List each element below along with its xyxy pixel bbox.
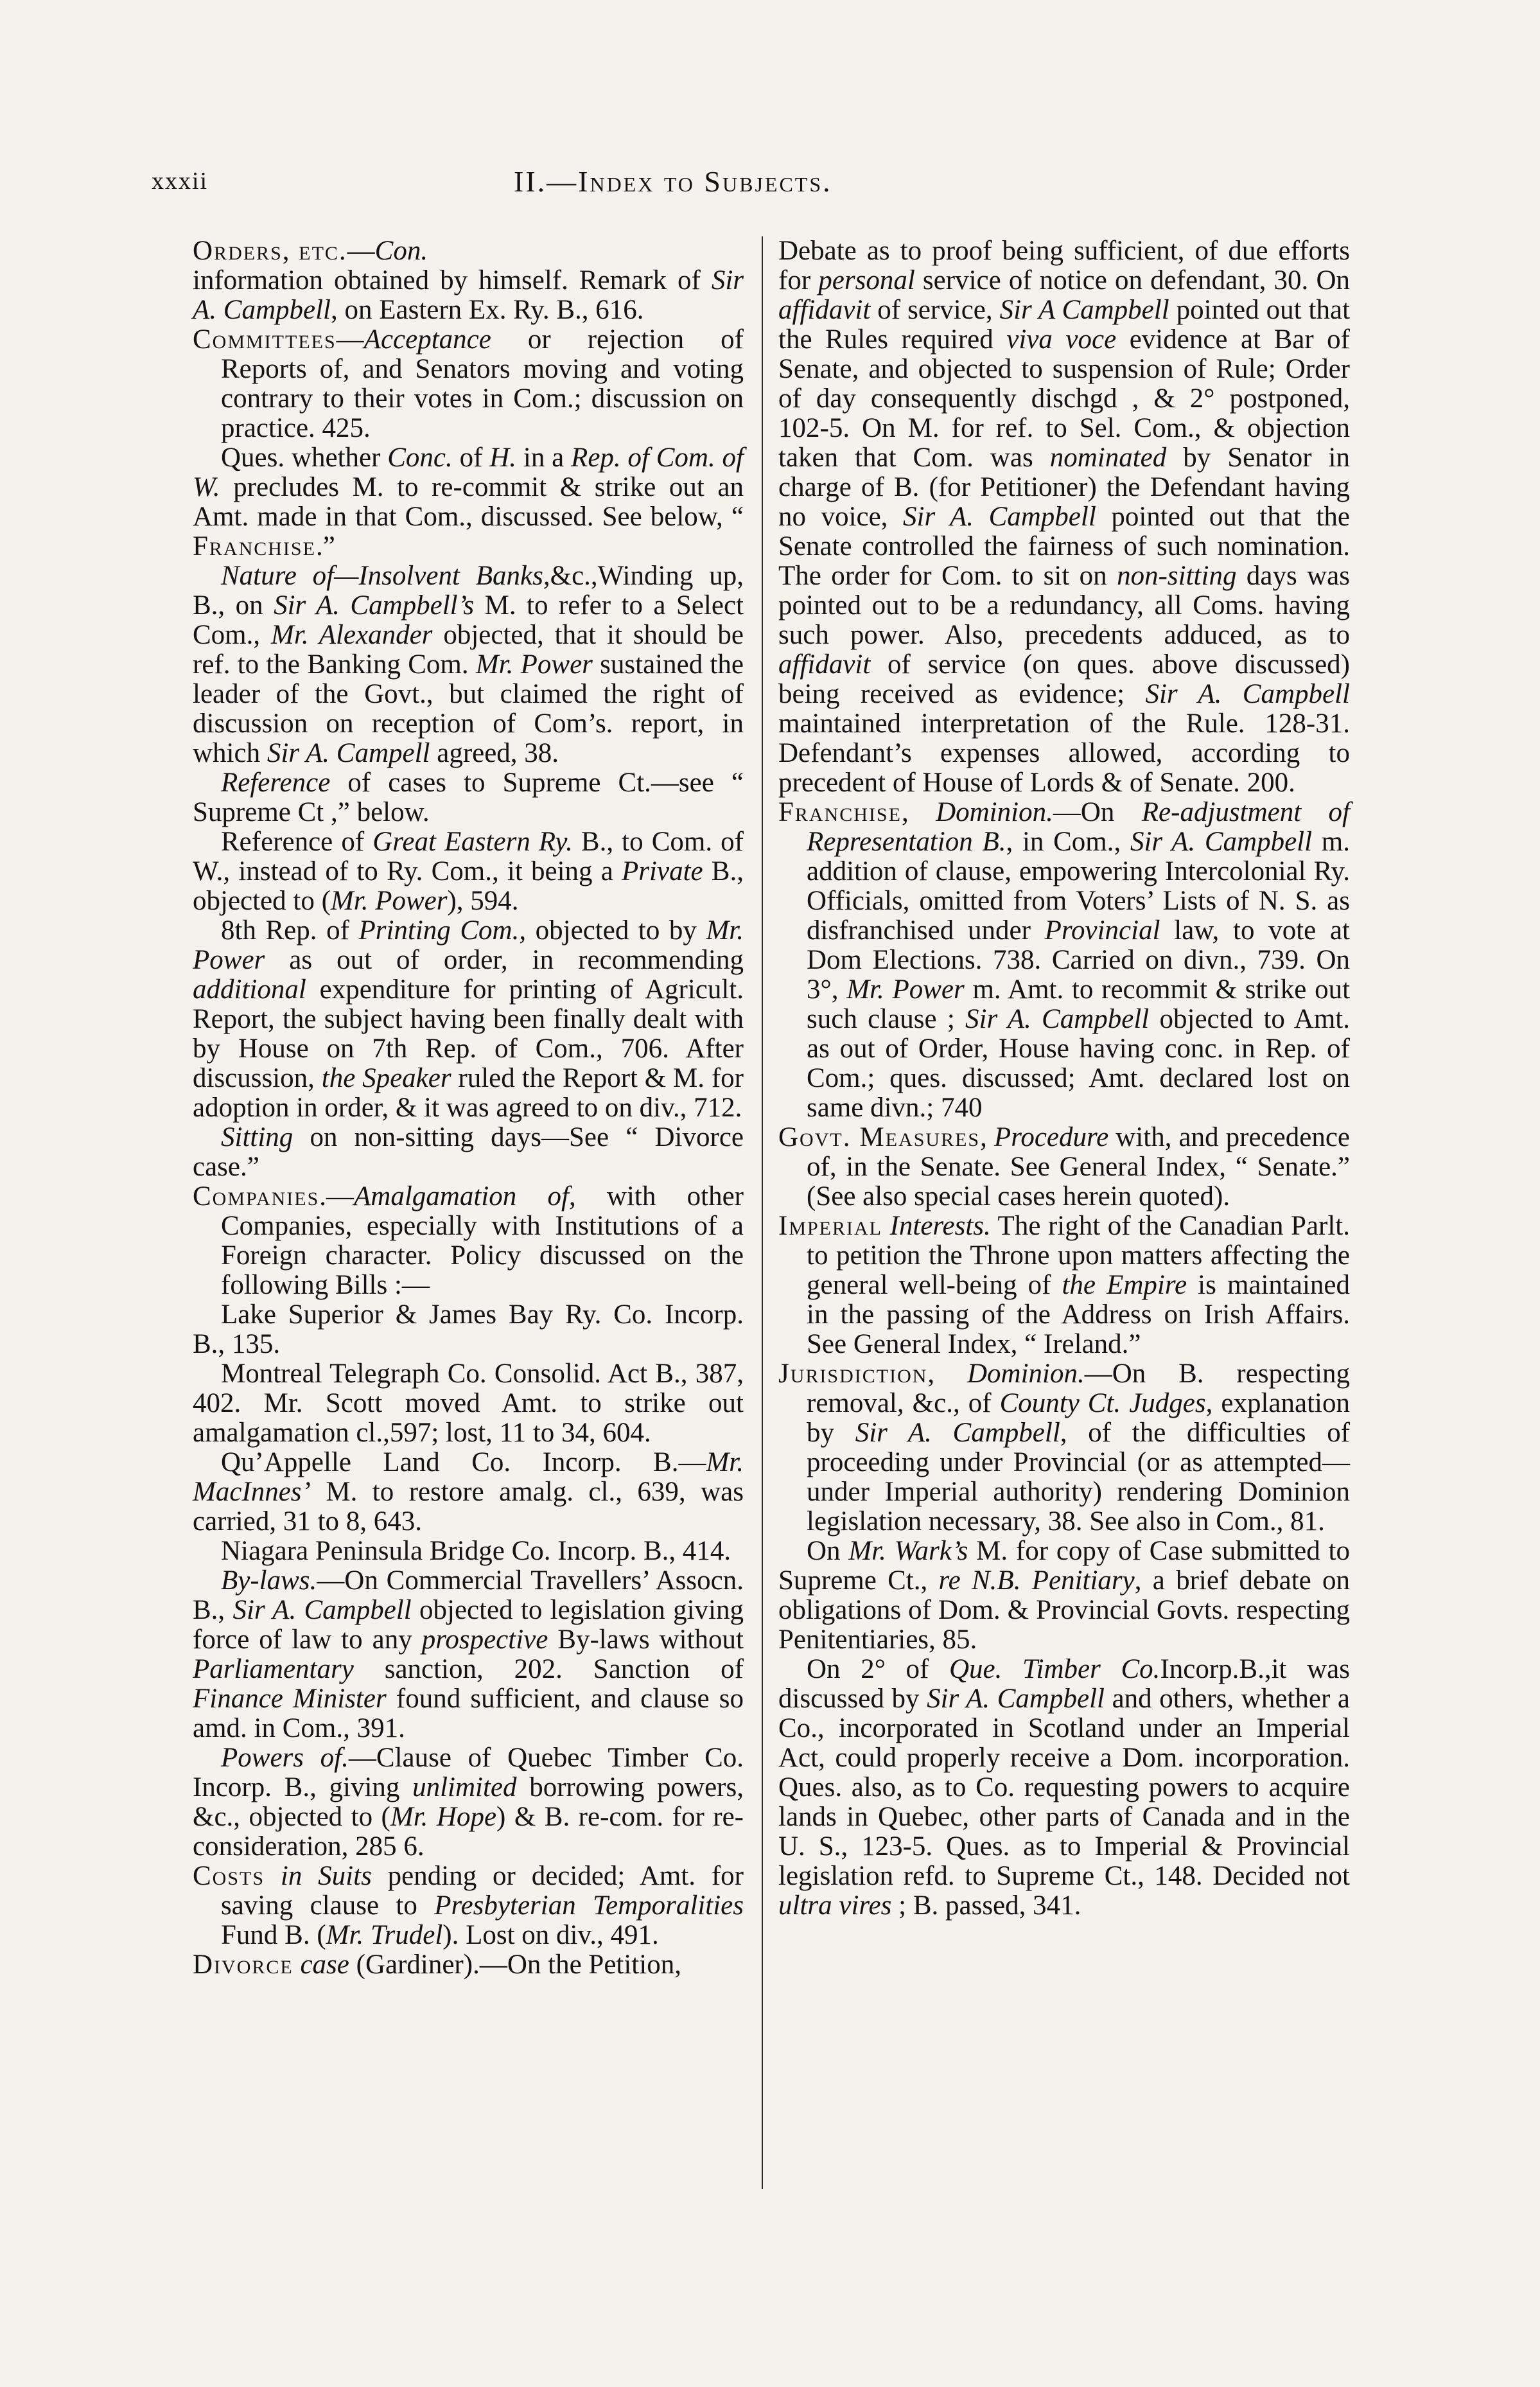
index-entry: Govt. Measures, Procedure with, and precedence of, in the Senate. See General Index, “ Senate.” (See also special cases herein quoted). bbox=[778, 1122, 1350, 1211]
index-entry: Orders, etc.—Con. bbox=[193, 236, 428, 266]
page-number: xxxii bbox=[152, 168, 209, 195]
index-entry: Committees—Acceptance or rejection of Reports of, and Senators moving and voting contrary to their votes in Com.; discussion on practice. 425. bbox=[193, 324, 744, 443]
running-title: II.—Index to Subjects. bbox=[514, 165, 832, 198]
index-entry: On Mr. Wark’s M. for copy of Case submitted to Supreme Ct., re N.B. Penitiary, a brief debate on obligations of Dom. & Provincial Govts. respecting Penitentiaries, 85. bbox=[778, 1536, 1350, 1655]
index-entry: Jurisdiction, Dominion.—On B. respecting removal, &c., of County Ct. Judges, explanation by Sir A. Campbell, of the difficulties of proceeding under Provincial (or as attempted—under Imperial authority) rendering Dominion legislation necessary, 38. See also in Com., 81. bbox=[778, 1359, 1351, 1537]
index-entry: Divorce case (Gardiner).—On the Petition, bbox=[193, 1950, 681, 1980]
index-entry: Montreal Telegraph Co. Consolid. Act B., 387, 402. Mr. Scott moved Amt. to strike out amalgamation cl.,597; lost, 11 to 34, 604. bbox=[193, 1359, 744, 1448]
right-column bbox=[778, 236, 1350, 1921]
left-column bbox=[193, 236, 744, 1980]
index-entry: Sitting on non-sitting days—See “ Divorce case.” bbox=[193, 1122, 744, 1182]
index-entry: On 2° of Que. Timber Co.Incorp.B.,it was discussed by Sir A. Campbell and others, whether a Co., incorporated in Scotland under an Imperial Act, could properly receive a Dom. incorporation. Ques. also, as to Co. requesting powers to acquire lands in Quebec, other parts of Canada and in the U. S., 123-5. Ques. as to Imperial & Provincial legislation refd. to Supreme Ct., 148. Decided not ultra vires ; B. passed, 341. bbox=[778, 1654, 1350, 1921]
index-entry: Reference of Great Eastern Ry. B., to Com. of W., instead of to Ry. Com., it being a Private B., objected to (Mr. Power), 594. bbox=[193, 827, 744, 916]
index-entry: Lake Superior & James Bay Ry. Co. Incorp. B., 135. bbox=[193, 1299, 744, 1359]
index-entry: Nature of—Insolvent Banks,&c.,Winding up, B., on Sir A. Campbell’s M. to refer to a Select Com., Mr. Alexander objected, that it should be ref. to the Banking Com. Mr. Power sustained the leader of the Govt., but claimed the right of discussion on reception of Com’s. report, in which Sir A. Campell agreed, 38. bbox=[193, 561, 744, 768]
index-entry: Ques. whether Conc. of H. in a Rep. of Com. of W. precludes M. to re-commit & strike out an Amt. made in that Com., discussed. See below, “ Franchise.” bbox=[193, 443, 744, 561]
index-entry: By-laws.—On Commercial Travellers’ Assocn. B., Sir A. Campbell objected to legislation giving force of law to any prospective By-laws without Parliamentary sanction, 202. Sanction of Finance Minister found sufficient, and clause so amd. in Com., 391. bbox=[193, 1565, 744, 1743]
column-divider bbox=[762, 236, 763, 2189]
index-entry: Debate as to proof being sufficient, of due efforts for personal service of notice on defendant, 30. On affidavit of service, Sir A Campbell pointed out that the Rules required viva voce evidence at Bar of Senate, and objected to suspension of Rule; Order of day consequently dischgd , & 2° postponed, 102-5. On M. for ref. to Sel. Com., & objection taken that Com. was nominated by Senator in charge of B. (for Petitioner) the Defendant having no voice, Sir A. Campbell pointed out that the Senate controlled the fairness of such nomination. The order for Com. to sit on non-sitting days was pointed out to be a redundancy, all Coms. having such power. Also, precedents adduced, as to affidavit of service (on ques. above discussed) being received as evidence; Sir A. Campbell maintained interpretation of the Rule. 128-31. Defendant’s expenses allowed, according to precedent of House of Lords & of Senate. 200. bbox=[778, 236, 1351, 798]
index-entry: Costs in Suits pending or decided; Amt. for saving clause to Presbyterian Temporalities Fund B. (Mr. Trudel). Lost on div., 491. bbox=[193, 1861, 744, 1950]
index-entry: Niagara Peninsula Bridge Co. Incorp. B., 414. bbox=[221, 1536, 731, 1566]
index-entry: Companies.—Amalgamation of, with other Companies, especially with Institutions of a Foreign character. Policy discussed on the following Bills :— bbox=[193, 1181, 744, 1300]
page-header bbox=[0, 0, 1540, 206]
index-entry: Imperial Interests. The right of the Canadian Parlt. to petition the Throne upon matters affecting the general well-being of the Empire is maintained in the passing of the Address on Irish Affairs. See General Index, “ Ireland.” bbox=[778, 1211, 1350, 1359]
index-entry: Franchise, Dominion.—On Re-adjustment of Representation B., in Com., Sir A. Campbell m. addition of clause, empowering Intercolonial Ry. Officials, omitted from Voters’ Lists of N. S. as disfranchised under Provincial law, to vote at Dom Elections. 738. Carried on divn., 739. On 3°, Mr. Power m. Amt. to recommit & strike out such clause ; Sir A. Campbell objected to Amt. as out of Order, House having conc. in Rep. of Com.; ques. discussed; Amt. declared lost on same divn.; 740 bbox=[778, 797, 1351, 1123]
index-entry: information obtained by himself. Remark of Sir A. Campbell, on Eastern Ex. Ry. B., 616. bbox=[193, 265, 744, 325]
index-entry: 8th Rep. of Printing Com., objected to by Mr. Power as out of order, in recommending additional expenditure for printing of Agricult. Report, the subject having been finally dealt with by House on 7th Rep. of Com., 706. After discussion, the Speaker ruled the Report & M. for adoption in order, & it was agreed to on div., 712. bbox=[193, 915, 744, 1123]
index-entry: Powers of.—Clause of Quebec Timber Co. Incorp. B., giving unlimited borrowing powers, &c., objected to (Mr. Hope) & B. re-com. for re-consideration, 285 6. bbox=[193, 1743, 744, 1862]
index-entry: Reference of cases to Supreme Ct.—see “ Supreme Ct ,” below. bbox=[193, 768, 744, 827]
index-entry: Qu’Appelle Land Co. Incorp. B.—Mr. MacInnes’ M. to restore amalg. cl., 639, was carried, 31 to 8, 643. bbox=[193, 1447, 744, 1537]
